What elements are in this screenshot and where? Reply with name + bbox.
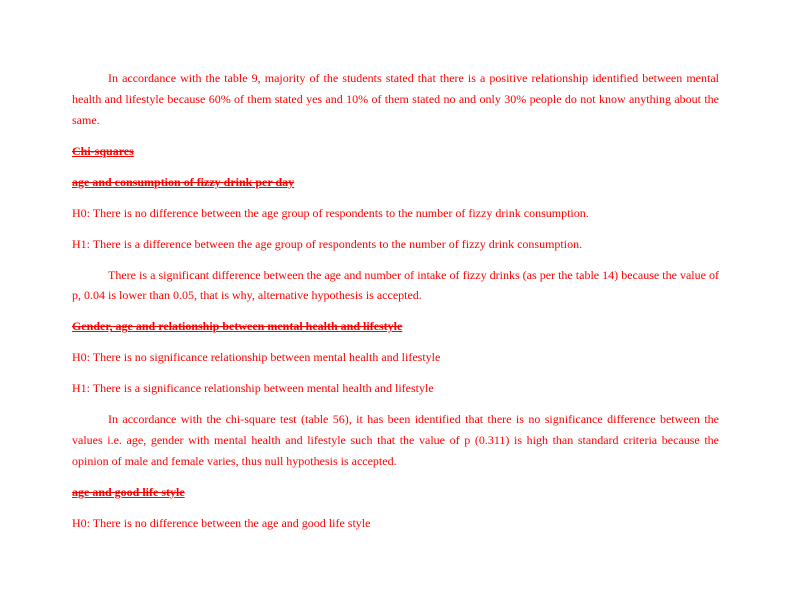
heading-chi-squares: Chi-squares: [72, 143, 134, 158]
document-page: [72, 68, 719, 544]
heading-age-fizzy-drink: age and consumption of fizzy drink per day: [72, 174, 295, 189]
paragraph-fizzy-result: There is a significant difference between the age and number of intake of fizzy drinks (as per the table 14) because the value of p, 0.04 is lower than 0.05, that is why, alternative hypothesis is accepted.: [72, 267, 719, 303]
heading-gender-age-mental-health: Gender, age and relationship between mental health and lifestyle: [72, 319, 403, 334]
heading-age-good-life-style: age and good life style: [72, 484, 185, 499]
paragraph-table9-relationship: In accordance with the table 9, majority of the students stated that there is a positive relationship identified between mental health and lifestyle because 60% of them stated yes and 10% of them stated no and only 30% people do not know anything about the same.: [72, 71, 719, 127]
hypothesis-h0-fizzy: H0: There is no difference between the age group of respondents to the number of fizzy drink consumption.: [72, 205, 589, 220]
hypothesis-h1-fizzy: H1: There is a difference between the age group of respondents to the number of fizzy drink consumption.: [72, 236, 583, 251]
hypothesis-h1-mental-health: H1: There is a significance relationship between mental health and lifestyle: [72, 381, 434, 396]
hypothesis-h0-life-style: H0: There is no difference between the age and good life style: [72, 515, 371, 530]
paragraph-chi-square-result: In accordance with the chi-square test (table 56), it has been identified that there is no significance difference between the values i.e. age, gender with mental health and lifestyle such that the value of p (0.311) is high than standard criteria because the opinion of male and female varies, thus null hypothesis is accepted.: [72, 412, 719, 468]
hypothesis-h0-mental-health: H0: There is no significance relationship between mental health and lifestyle: [72, 350, 441, 365]
